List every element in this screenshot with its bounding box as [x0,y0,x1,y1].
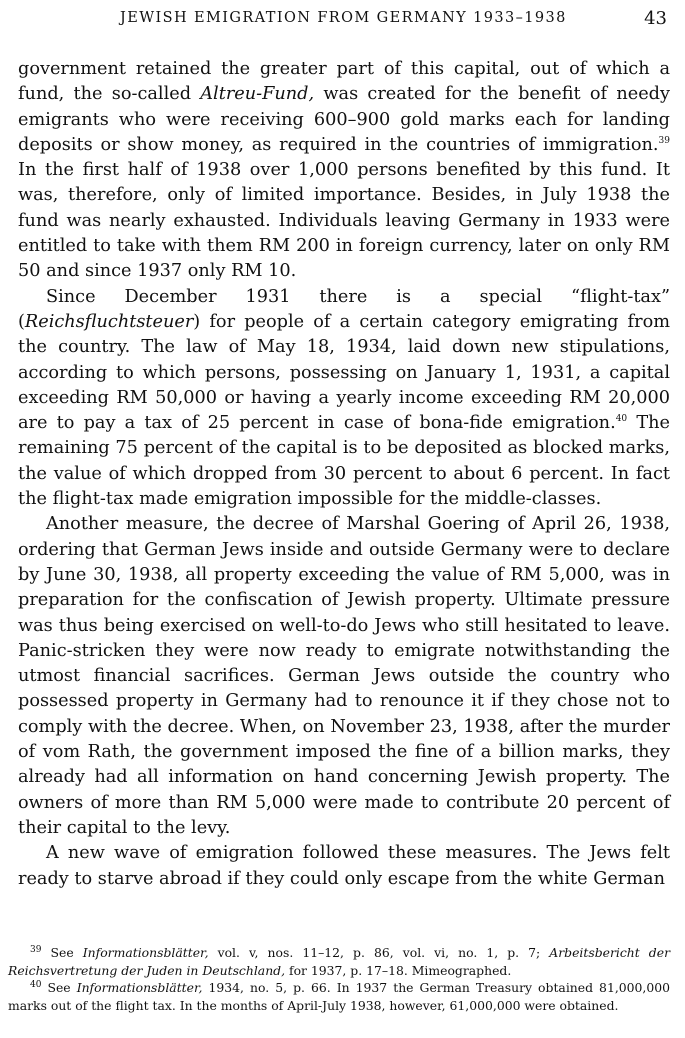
paragraph-1: government retained the greater part of this capital, out of which a fund, the so-called Altreu-Fund, was created for the benefit of needy emigrants who were receiving 600–900 gold marks each for landing deposits or show money, as required in the countries of immigration.$^{39}$ In the first half of 1938 over 1,000 persons benefited by this fund. It was, therefore, only of limited importance. Besides, in July 1938 the fund was nearly exhausted. Individuals leaving Germany in 1933 were entitled to take with them RM 200 in foreign currency, later on only RM 50 and since 1937 only RM 10. [18,59,670,282]
footnote-mark-40: 40 [30,980,42,991]
body-text [18,57,670,892]
footnote-ref-40: 40 [615,414,628,425]
paragraph-3: Another measure, the decree of Marshal Goering of April 26, 1938, ordering that German Jews inside and outside Germany were to declare by June 30, 1938, all property exceeding the value of RM 5,000, was in preparation for the confiscation of Jewish property. Ultimate pressure was thus being exercised on well-to-do Jews who still hesitated to leave. Panic-stricken they were now ready to emigrate notwithstanding the utmost financial sacrifices. German Jews outside the country who possessed property in Germany had to renounce it if they chose not to comply with the decree. When, on November 23, 1938, after the murder of vom Rath, the government imposed the fine of a billion marks, they already had all information on hand concerning Jewish property. The owners of more than RM 5,000 were made to contribute 20 percent of their capital to the levy. [18,514,670,838]
running-title: JEWISH EMIGRATION FROM GERMANY 1933–1938 [120,10,567,26]
reichsfluchtsteuer-term: Reichsfluchtsteuer [24,311,194,332]
footnote-39: $^{39}$ See Informationsblätter, vol. v, nos. 11–12, p. 86, vol. vi, no. 1, p. 7; Arbeitsbericht der Reichsvertretung der Juden in Deutschland, for 1937, p. 17–18. Mimeographed. [8,944,670,978]
paragraph-2: Since December 1931 there is a special “flight-tax” (Reichsfluchtsteuer) for people of a certain category emigrating from the country. The law of May 18, 1934, laid down new stipulations, according to which persons, possessing on January 1, 1931, a capital exceeding RM 50,000 or having a yearly income exceeding RM 20,000 are to pay a tax of 25 percent in case of bona-fide emigration.$^{40}$ The remaining 75 percent of the capital is to be deposited as blocked marks, the value of which dropped from 30 percent to about 6 percent. In fact the flight-tax made emigration impossible for the middle-classes. [18,286,671,510]
footnote-40: $^{40}$ See Informationsblätter, 1934, no. 5, p. 66. In 1937 the German Treasury obtained 81,000,000 marks out of the flight tax. In the months of April-July 1938, however, 61,000,000 were obtained. [8,980,671,1013]
altreu-fund-term: Altreu-Fund, [200,84,315,105]
footnote-mark-39: 39 [30,944,42,955]
running-header [0,6,685,36]
footnotes [8,944,670,1014]
page-number: 43 [644,8,667,29]
footnote-ref-39: 39 [658,136,670,146]
paragraph-4: A new wave of emigration followed these measures. The Jews felt ready to starve abroad if they could only escape from the white German [18,843,670,889]
